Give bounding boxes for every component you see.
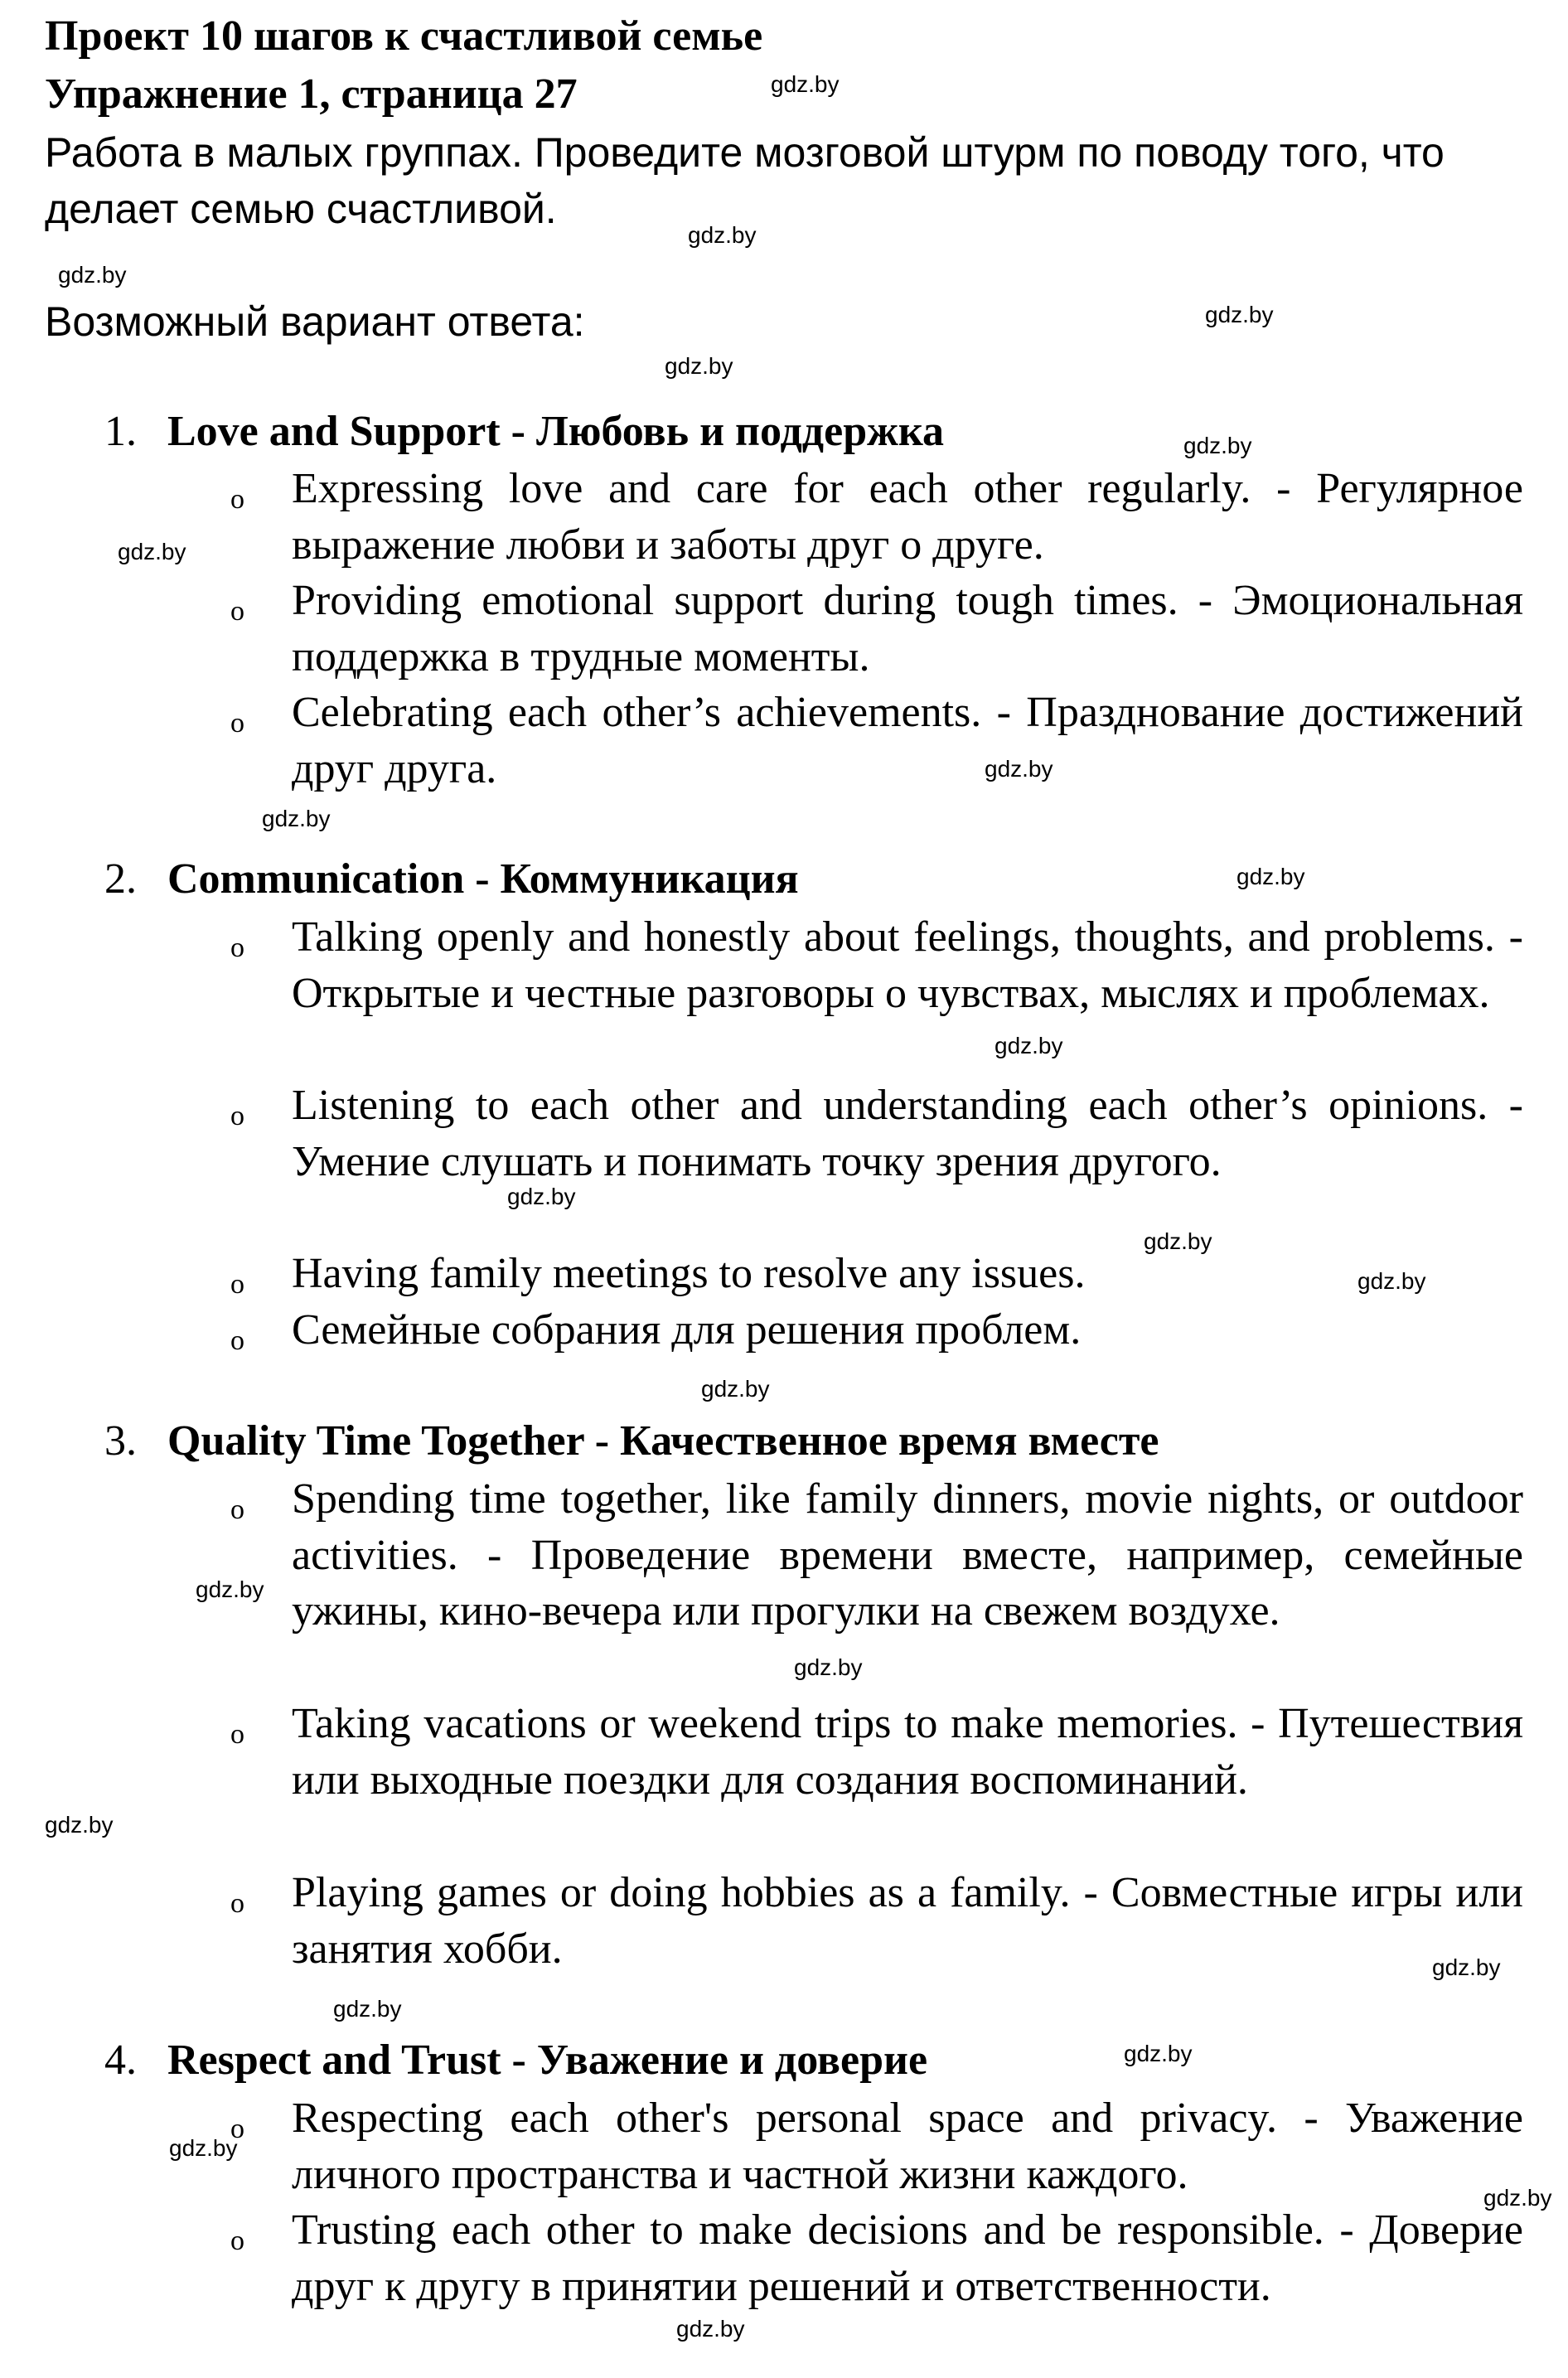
bullet-marker: o <box>230 596 244 627</box>
section-number: 1. <box>104 408 137 455</box>
section-number: 4. <box>104 2037 137 2084</box>
bullet-marker: o <box>230 1101 244 1131</box>
project-title: Проект 10 шагов к счастливой семье <box>45 12 763 60</box>
bullet-marker: o <box>230 1269 244 1300</box>
watermark: gdz.by <box>1357 1268 1426 1294</box>
watermark: gdz.by <box>985 756 1053 782</box>
list-item-text: Listening to each other and understanding each other’s opinions. - Умение слушать и понимать точку зрения другого. <box>292 1082 1523 1185</box>
watermark: gdz.by <box>1205 302 1274 327</box>
list-item-text: Celebrating each other’s achievements. - Празднование достижений друг друга. <box>292 689 1523 792</box>
watermark: gdz.by <box>118 539 186 564</box>
watermark: gdz.by <box>1236 864 1305 889</box>
bullet-marker: o <box>230 2225 244 2256</box>
list-item-text: Trusting each other to make decisions and be responsible. - Доверие друг к другу в принятии решений и ответственности. <box>292 2206 1523 2310</box>
watermark: gdz.by <box>794 1654 863 1680</box>
watermark: gdz.by <box>1432 1954 1501 1980</box>
bullet-marker: o <box>230 2114 244 2144</box>
section-number: 2. <box>104 855 137 903</box>
list-item-text: Spending time together, like family dinners, movie nights, or outdoor activities. - Проведение времени вместе, например, семейные ужины, кино-вечера или прогулки на свежем воздухе. <box>292 1475 1523 1635</box>
list-item-text: Taking vacations or weekend trips to make memories. - Путешествия или выходные поездки для создания воспоминаний. <box>292 1700 1523 1804</box>
watermark: gdz.by <box>688 222 757 248</box>
watermark: gdz.by <box>1124 2041 1193 2066</box>
watermark: gdz.by <box>1144 1228 1212 1254</box>
watermark: gdz.by <box>196 1576 264 1602</box>
bullet-marker: o <box>230 484 244 515</box>
bullet-marker: o <box>230 1888 244 1919</box>
watermark: gdz.by <box>771 71 840 97</box>
section-title: Quality Time Together - Качественное время вместе <box>167 1417 1159 1465</box>
list-item-text: Playing games or doing hobbies as a family. - Совместные игры или занятия хобби. <box>292 1869 1523 1973</box>
section-title: Respect and Trust - Уважение и доверие <box>167 2037 928 2084</box>
answer-intro: Возможный вариант ответа: <box>45 298 585 345</box>
exercise-heading: Упражнение 1, страница 27 <box>45 70 578 118</box>
task-text: Работа в малых группах. Проведите мозговой штурм по поводу того, что делает семью счастливой. <box>45 129 1445 232</box>
watermark: gdz.by <box>676 2316 745 2342</box>
bullet-marker: o <box>230 932 244 963</box>
bullet-marker: o <box>230 1494 244 1525</box>
bullet-marker: o <box>230 1719 244 1750</box>
section-number: 3. <box>104 1417 137 1465</box>
watermark: gdz.by <box>1183 433 1252 458</box>
section-title: Love and Support - Любовь и поддержка <box>167 408 944 455</box>
watermark: gdz.by <box>169 2135 238 2161</box>
watermark: gdz.by <box>262 806 331 831</box>
watermark: gdz.by <box>1483 2185 1552 2211</box>
watermark: gdz.by <box>45 1812 114 1838</box>
watermark: gdz.by <box>995 1033 1063 1058</box>
list-item-text: Talking openly and honestly about feelings, thoughts, and problems. - Открытые и честные разговоры о чувствах, мыслях и проблемах. <box>292 913 1523 1017</box>
watermark: gdz.by <box>333 1996 402 2022</box>
watermark: gdz.by <box>665 353 733 379</box>
watermark: gdz.by <box>701 1376 770 1402</box>
list-item-text: Expressing love and care for each other regularly. - Регулярное выражение любви и заботы друг о друге. <box>292 465 1523 569</box>
bullet-marker: o <box>230 708 244 739</box>
watermark: gdz.by <box>58 262 127 288</box>
bullet-marker: o <box>230 1325 244 1356</box>
list-item-text: Providing emotional support during tough times. - Эмоциональная поддержка в трудные моменты. <box>292 577 1523 680</box>
list-item-text: Respecting each other's personal space and privacy. - Уважение личного пространства и частной жизни каждого. <box>292 2095 1523 2198</box>
section-title: Communication - Коммуникация <box>167 855 799 903</box>
list-item-text: Семейные собрания для решения проблем. <box>292 1306 1082 1354</box>
list-item-text: Having family meetings to resolve any issues. <box>292 1250 1086 1297</box>
watermark: gdz.by <box>507 1184 576 1209</box>
